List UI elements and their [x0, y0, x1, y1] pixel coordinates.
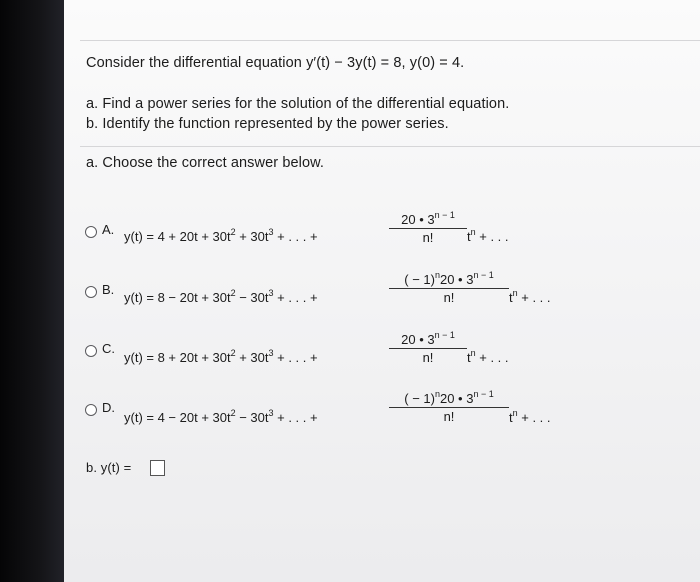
- part-b-answer-input[interactable]: [150, 460, 165, 476]
- option-a-radio[interactable]: [85, 226, 97, 238]
- left-bezel: [0, 0, 66, 582]
- option-b-fraction: ( − 1)$^n$20 • $3^{n - 1}$ n!: [389, 272, 509, 305]
- section-a-prompt: a. Choose the correct answer below.: [86, 155, 325, 171]
- option-d-letter: D.: [102, 400, 115, 415]
- option-d-radio[interactable]: [85, 404, 97, 416]
- option-b-tail: $t^n$ + . . .: [509, 288, 551, 305]
- option-a-tail: $t^n$ + . . .: [467, 227, 509, 244]
- option-c-radio[interactable]: [85, 345, 97, 357]
- part-a-instruction: a. Find a power series for the solution of the differential equation.: [86, 96, 510, 112]
- top-divider: [80, 40, 700, 41]
- part-b-label: b. y(t) =: [86, 460, 132, 475]
- option-d-expression: $y(t) = 4 - 20t + 30t^2 - 30t^3$ + . . . +: [124, 408, 318, 425]
- section-divider: [80, 146, 700, 147]
- option-b-letter: B.: [102, 282, 115, 297]
- option-d-fraction: ( − 1)$^n$20 • $3^{n - 1}$ n!: [389, 391, 509, 424]
- option-a-letter: A.: [102, 222, 115, 237]
- option-a-expression: $y(t) = 4 + 20t + 30t^2 + 30t^3$ + . . . +: [124, 227, 318, 244]
- option-b-expression: $y(t) = 8 - 20t + 30t^2 - 30t^3$ + . . . +: [124, 288, 318, 305]
- option-c-letter: C.: [102, 341, 115, 356]
- option-c-fraction: 20 • $3^{n - 1}$ n!: [389, 332, 467, 365]
- problem-statement: Consider the differential equation y′(t) − 3y(t) = 8, y(0) = 4.: [86, 55, 465, 71]
- option-a-fraction: 20 • $3^{n - 1}$ n!: [389, 212, 467, 245]
- option-d-tail: $t^n$ + . . .: [509, 408, 551, 425]
- option-c-expression: $y(t) = 8 + 20t + 30t^2 + 30t^3$ + . . . +: [124, 348, 318, 365]
- option-c-tail: $t^n$ + . . .: [467, 348, 509, 365]
- option-b-radio[interactable]: [85, 286, 97, 298]
- part-b-instruction: b. Identify the function represented by the power series.: [86, 116, 449, 132]
